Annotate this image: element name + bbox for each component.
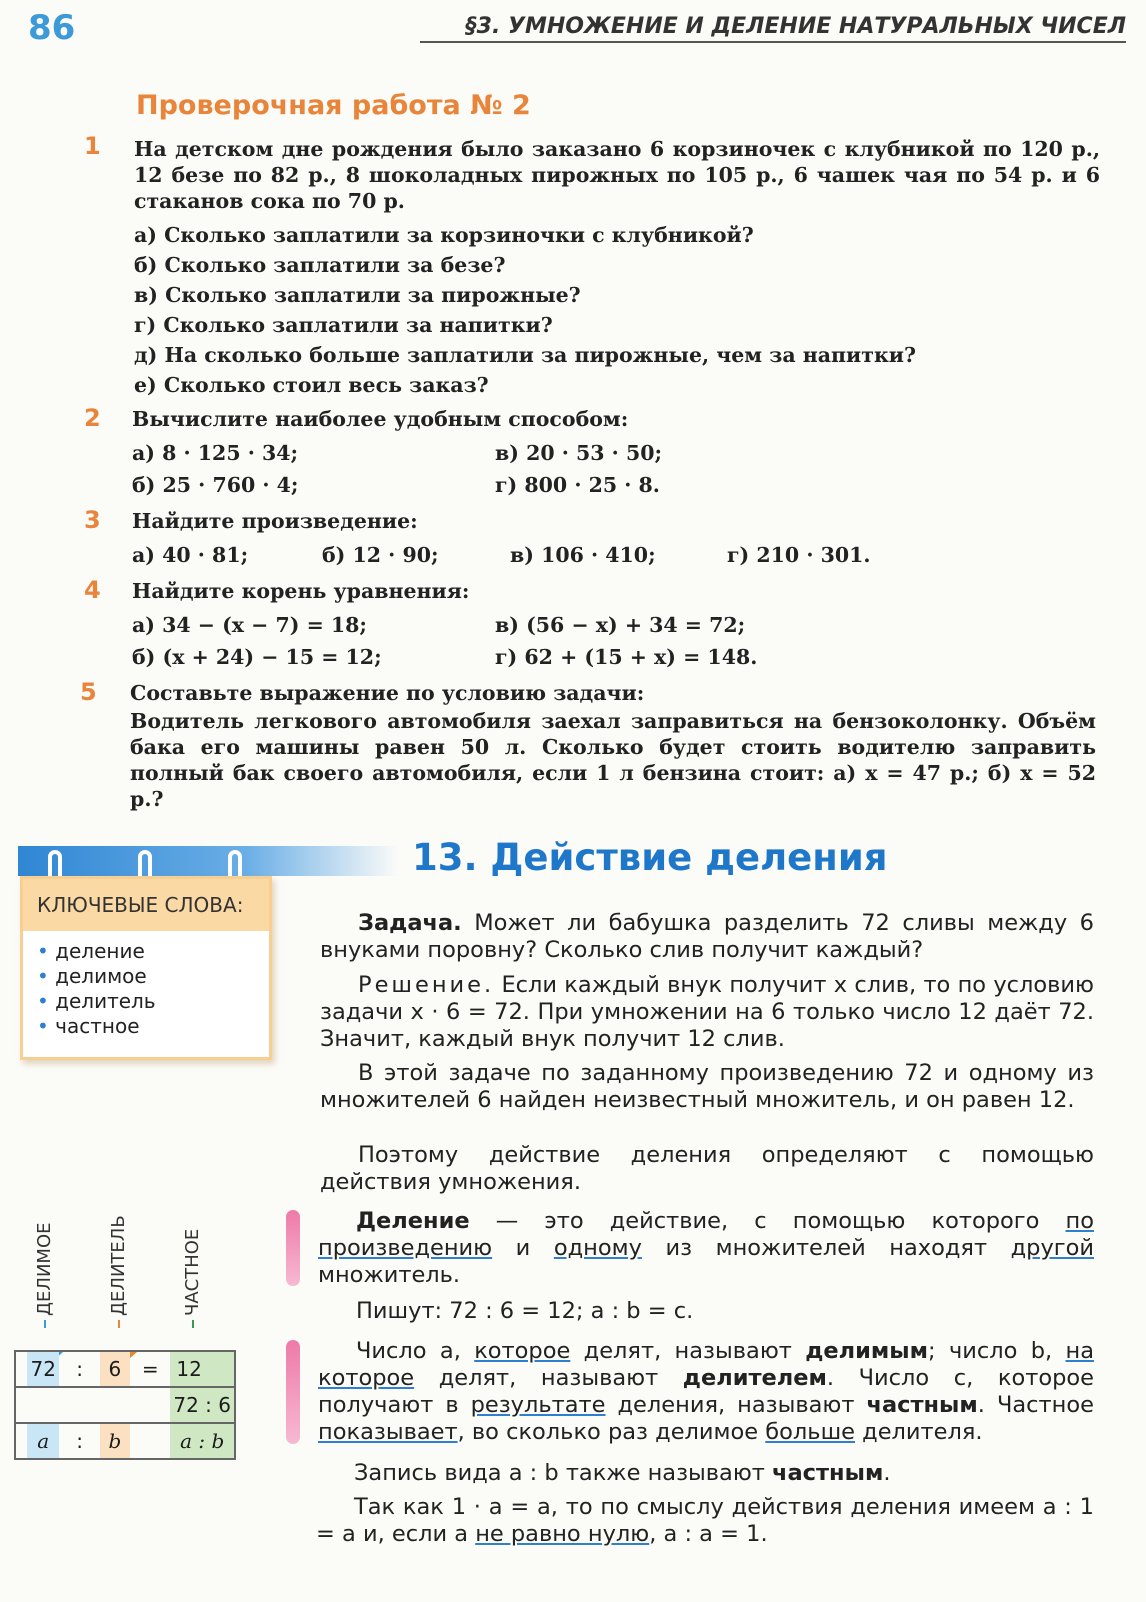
paragraph: В этой задаче по заданному произведению 72 и одному из множителей 6 найден неизвестный множитель, и он равен 12. (320, 1060, 1094, 1113)
running-title: §3. УМНОЖЕНИЕ И ДЕЛЕНИЕ НАТУРАЛЬНЫХ ЧИСЕЛ (420, 14, 1126, 43)
exercise-1-questions (134, 220, 1100, 400)
question-item: б) Сколько заплатили за безе? (134, 253, 506, 277)
exercise-number: 4 (84, 576, 101, 604)
exercise-number: 3 (84, 506, 101, 534)
task-paragraph (320, 910, 1094, 964)
exercise-2-b: б) 25 · 760 · 4; (132, 473, 299, 497)
keywords-title: КЛЮЧЕВЫЕ СЛОВА: (23, 879, 269, 931)
page-number: 86 (28, 8, 76, 48)
term-divisor: делителем (682, 1365, 827, 1391)
cell-quotient-expr: a : b (170, 1423, 235, 1459)
exercise-4-text: Найдите корень уравнения: (132, 579, 470, 603)
exercise-5-text: Составьте выражение по условию задачи: (130, 681, 645, 705)
note-paragraph (354, 1460, 891, 1487)
task-text: Может ли бабушка разделить 72 сливы между 6 внуками поровну? Сколько слив получит каждый? (320, 910, 1094, 963)
exercise-4-g: г) 62 + (15 + x) = 148. (495, 645, 758, 669)
label-divisor: ДЕЛИТЕЛЬ (108, 1215, 129, 1316)
division-table (14, 1350, 236, 1460)
connector-line (44, 1320, 46, 1328)
exercise-3-a: а) 40 · 81; (132, 543, 249, 567)
underlined-text: результате (470, 1392, 606, 1418)
exercise-2-g: г) 800 · 25 · 8. (495, 473, 660, 497)
text-span: множитель. (318, 1262, 461, 1288)
text-span: Так как 1 · a = a, то по смыслу действия деления имеем a : 1 = a и, если a (316, 1494, 1094, 1547)
exercise-2-a: а) 8 · 125 · 34; (132, 441, 299, 465)
exercise-1-text: На детском дне рождения было заказано 6 корзиночек с клубникой по 120 р., 12 безе по 82 р., 8 шоколадных пирожных по 105 р., 6 чашек чая по 54 р. и 6 стаканов сока по 70 р. (134, 137, 1100, 213)
label-dividend: ДЕЛИМОЕ (34, 1222, 55, 1316)
solution-text: Если каждый внук получит x слив, то по условию задачи x · 6 = 72. При умножении на 6 только число 12 даёт 72. Значит, каждый внук получит 12 слив. (320, 972, 1094, 1052)
exercise-4-v: в) (56 − x) + 34 = 72; (495, 613, 746, 637)
definition-division (318, 1208, 1094, 1289)
text-span: делителя. (855, 1419, 983, 1445)
table-row (15, 1351, 235, 1387)
cell-op: : (76, 1357, 83, 1381)
paragraph: Поэтому действие деления определяют с помощью действия умножения. (320, 1142, 1094, 1195)
question-item: е) Сколько стоил весь заказ? (134, 373, 489, 397)
exercise-4-b: б) (x + 24) − 15 = 12; (132, 645, 382, 669)
keywords-list (23, 931, 269, 1039)
text-span: . Частное (977, 1392, 1094, 1418)
cell-quotient-expr: 72 : 6 (170, 1387, 235, 1423)
underlined-text: больше (765, 1419, 855, 1445)
exercise-3-g: г) 210 · 301. (727, 543, 871, 567)
term-division: Деление (356, 1208, 470, 1234)
question-item: г) Сколько заплатили за напитки? (134, 313, 553, 337)
cell-op: = (141, 1357, 159, 1381)
term-dividend: делимым (805, 1338, 929, 1364)
underlined-text: по произведению (318, 1208, 1094, 1261)
text-span: . (883, 1460, 891, 1486)
keywords-banner (18, 846, 398, 876)
underlined-text: на которое (318, 1338, 1095, 1391)
exercise-3-b: б) 12 · 90; (322, 543, 439, 567)
exercise-3-v: в) 106 · 410; (510, 543, 656, 567)
definition-marker (286, 1210, 300, 1286)
term-quotient: частным (866, 1392, 978, 1418)
exercise-number: 2 (84, 404, 101, 432)
cell-dividend: a (27, 1423, 59, 1459)
lesson-title: 13. Действие деления (412, 836, 888, 879)
keyword-item: • частное (37, 1014, 269, 1039)
cell-quotient: 12 (170, 1351, 235, 1387)
cell-divisor: b (100, 1423, 130, 1459)
connector-line (192, 1320, 194, 1328)
connector-line (118, 1320, 120, 1328)
text-span: . Число c, которое получают в (318, 1365, 1094, 1418)
term-quotient: частным (772, 1460, 884, 1486)
text-span: Запись вида a : b также называют (354, 1460, 773, 1486)
definition-terms (318, 1338, 1094, 1446)
solution-paragraph (320, 972, 1094, 1053)
text-span: — это действие, с помощью которого (469, 1208, 1066, 1234)
solution-label: Решение. (358, 972, 495, 998)
note-paragraph (316, 1494, 1094, 1548)
cell-op: : (76, 1429, 83, 1453)
text-span: ; число b, (928, 1338, 1066, 1364)
label-quotient: ЧАСТНОЕ (182, 1228, 203, 1316)
text-span: делят, называют (414, 1365, 683, 1391)
underlined-text: не равно нулю (475, 1521, 650, 1547)
cell-divisor: 6 (100, 1351, 130, 1387)
table-row (15, 1423, 235, 1459)
underlined-text: одному (553, 1235, 642, 1261)
text-span: и (492, 1235, 554, 1261)
question-item: в) Сколько заплатили за пирожные? (134, 283, 581, 307)
text-span: деления, называют (605, 1392, 867, 1418)
text-span: делят, называют (570, 1338, 806, 1364)
text-span: Число a, (356, 1338, 475, 1364)
definition-marker (286, 1340, 300, 1444)
table-row (15, 1387, 235, 1423)
keywords-box (20, 876, 272, 1060)
exercise-3-text: Найдите произведение: (132, 509, 418, 533)
underlined-text: другой (1010, 1235, 1094, 1261)
keyword-item: • делитель (37, 989, 269, 1014)
exercise-number: 5 (80, 678, 97, 706)
text-span: , во сколько раз делимое (457, 1419, 766, 1445)
keyword-item: • деление (37, 939, 269, 964)
task-label: Задача. (358, 910, 462, 936)
underlined-text: которое (474, 1338, 571, 1364)
text-span: , a : a = 1. (649, 1521, 768, 1547)
keyword-item: • делимое (37, 964, 269, 989)
text-span: из множителей находят (641, 1235, 1011, 1261)
test-title: Проверочная работа № 2 (136, 90, 531, 121)
question-item: а) Сколько заплатили за корзиночки с клубникой? (134, 223, 754, 247)
exercise-number: 1 (84, 132, 101, 160)
exercise-2-text: Вычислите наиболее удобным способом: (132, 407, 629, 431)
underlined-text: показывает (318, 1419, 458, 1445)
question-item: д) На сколько больше заплатили за пирожные, чем за напитки? (134, 343, 916, 367)
exercise-2-v: в) 20 · 53 · 50; (495, 441, 663, 465)
cell-dividend: 72 (27, 1351, 59, 1387)
write-line: Пишут: 72 : 6 = 12; a : b = c. (356, 1298, 694, 1324)
exercise-4-a: а) 34 − (x − 7) = 18; (132, 613, 367, 637)
exercise-5-body: Водитель легкового автомобиля заехал заправиться на бензоколонку. Объём бака его машины равен 50 л. Сколько будет стоить водителю заправить полный бак своего автомобиля, если 1 л бензина стоит: а) x = 47 р.; б) x = 52 р.? (130, 709, 1096, 811)
